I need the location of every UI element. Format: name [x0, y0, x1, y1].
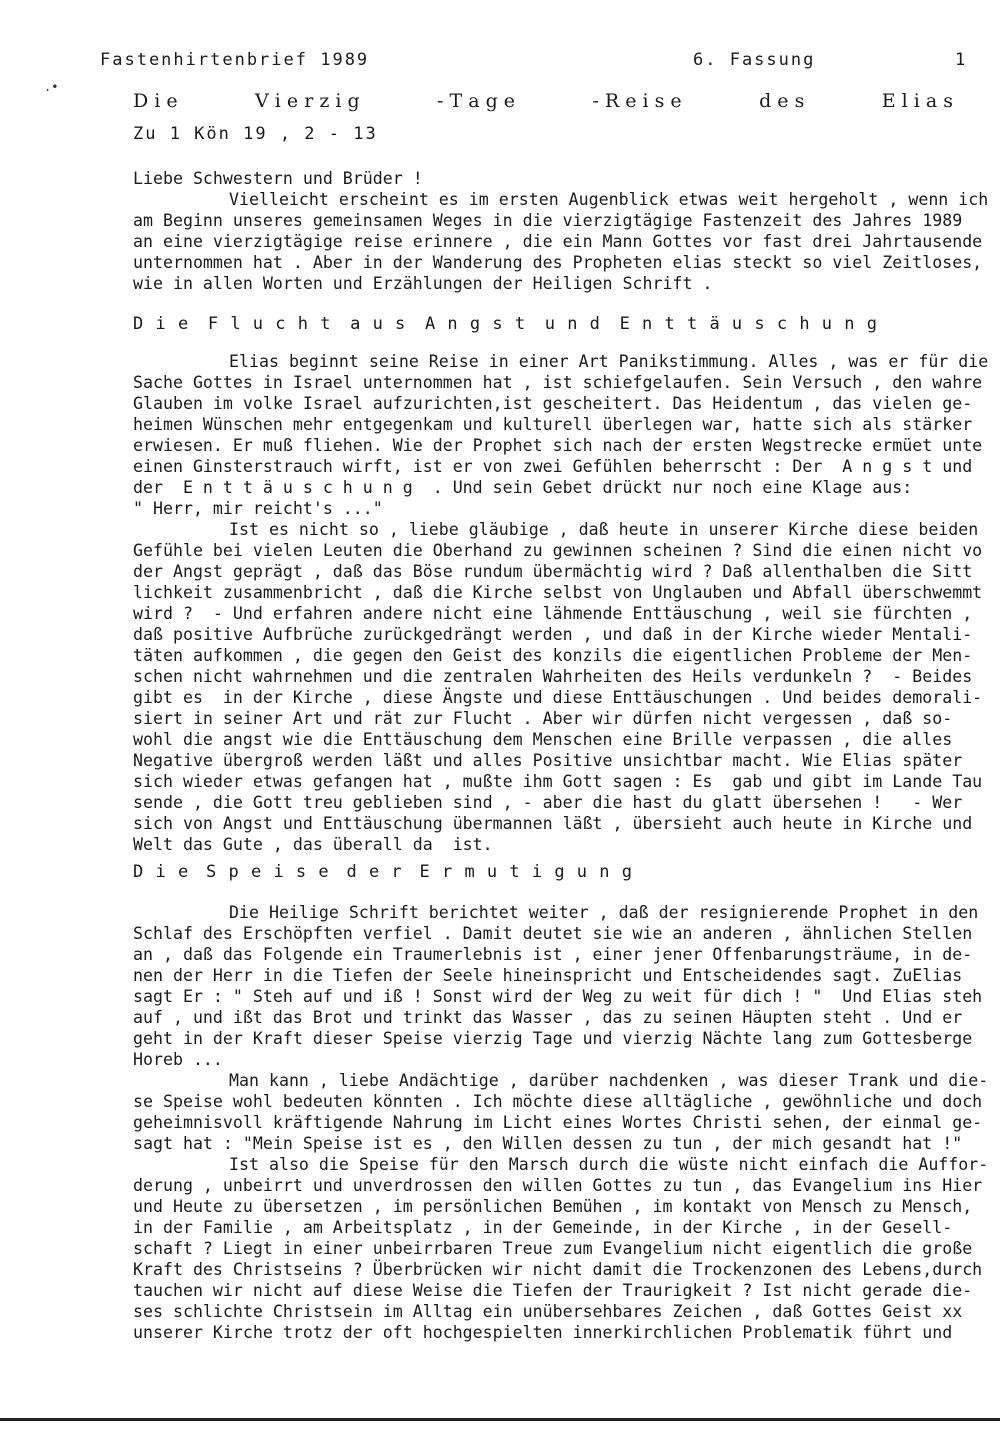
document-title: [133, 90, 953, 112]
heading-word: a u s: [350, 314, 407, 334]
heading-word: E r m u t i g u n g: [419, 862, 633, 882]
heading-word: E n t t ä u s c h u n g: [619, 314, 878, 334]
text-line: schaft ? Liegt in einer unbeirrbaren Treue zum Evangelium nicht eigentlich die große: [133, 1239, 973, 1258]
text-line: derung , unbeirrt und unverdrossen den willen Gottes zu tun , das Evangelium ins Hier: [133, 1176, 983, 1195]
text-line: Ist also die Speise für den Marsch durch die wüste nicht einfach die Auffor-: [229, 1155, 989, 1174]
text-line: Glauben im volke Israel aufzurichten,ist gescheitert. Das Heidentum , das vielen ge-: [133, 394, 973, 413]
heading-word: F l u c h t: [207, 314, 332, 334]
text-line: erwiesen. Er muß fliehen. Wie der Prophet sich nach der ersten Wegstrecke ermüet unte: [133, 436, 983, 455]
text-line: sende , die Gott treu geblieben sind , - aber die hast du glatt übersehen ! - Wer: [133, 793, 963, 812]
text-line: Man kann , liebe Andächtige , darüber nachdenken , was dieser Trank und die-: [229, 1071, 989, 1090]
section2-body: [133, 902, 1000, 1343]
page-number: 1: [955, 50, 968, 70]
text-line: geheimnisvoll kräftigende Nahrung im Licht eines Wortes Christi sehen, der einmal ge-: [133, 1113, 983, 1132]
section-heading-flucht: [133, 314, 878, 334]
text-line: in der Familie , am Arbeitsplatz , in der Gemeinde, in der Kirche , in der Gesell-: [133, 1218, 953, 1237]
text-line: Vielleicht erscheint es im ersten Augenblick etwas weit hergeholt , wenn ich: [229, 190, 989, 209]
corner-marks: .•: [44, 80, 59, 94]
text-line: lichkeit zusammenbricht , daß die Kirche selbst von Unglauben und Abfall überschwemmt: [133, 583, 983, 602]
text-line: unserer Kirche trotz der oft hochgespielten innerkirchlichen Problematik führt und: [133, 1323, 953, 1342]
text-line: an , daß das Folgende ein Traumerlebnis ist , einer jener Offenbarungsträume, in de-: [133, 945, 973, 964]
text-line: sich von Angst und Enttäuschung übermannen läßt , übersieht auch heute in Kirche und: [133, 814, 973, 833]
header-version: 6. Fassung: [693, 50, 816, 70]
text-line: sich wieder etwas gefangen hat , mußte ihm Gott sagen : Es gab und gibt im Lande Tau: [133, 772, 983, 791]
title-word: - T a g e: [437, 90, 516, 112]
text-line: geht in der Kraft dieser Speise vierzig Tage und vierzig Nächte lang zum Gottesberge: [133, 1029, 973, 1048]
text-line: Horeb ...: [133, 1050, 223, 1069]
text-line: tauchen wir nicht auf diese Weise die Tiefen der Traurigkeit ? Ist nicht gerade die-: [133, 1281, 973, 1300]
text-line: Ist es nicht so , liebe gläubige , daß heute in unserer Kirche diese beiden: [229, 520, 979, 539]
text-line: siert in seiner Art und rät zur Flucht . Aber wir dürfen nicht vergessen , daß so-: [133, 709, 953, 728]
text-line: heimen Wünschen mehr entgegenkam und kulturell überlegen war, hatte sich als stärker: [133, 415, 973, 434]
text-line: Negative übergroß werden läßt und alles Positive unsichtbar macht. Wie Elias später: [133, 751, 963, 770]
text-line: ses schlichte Christsein im Alltag ein unübersehbares Zeichen , daß Gottes Geist xx: [133, 1302, 963, 1321]
heading-word: S p e i s e: [206, 862, 330, 882]
text-line: wie in allen Worten und Erzählungen der Heiligen Schrift .: [133, 274, 713, 293]
scan-edge-line: [0, 1418, 1000, 1421]
text-line: Die Heilige Schrift berichtet weiter , daß der resignierende Prophet in den: [229, 903, 979, 922]
text-line: der Angst geprägt , daß das Böse rundum übermächtig wird ? Daß allenthalben die Sitt: [133, 562, 973, 581]
text-line: " Herr, mir reicht's ...": [133, 499, 383, 518]
intro-block: [133, 168, 1000, 294]
text-line: daß positive Aufbrüche zurückgedrängt werden , und daß in der Kirche wieder Mentali-: [133, 625, 973, 644]
text-line: nen der Herr in die Tiefen der Seele hineinspricht und Entscheidendes sagt. ZuElias: [133, 966, 963, 985]
title-word: E l i a s: [881, 90, 953, 112]
text-line: Gefühle bei vielen Leuten die Oberhand zu gewinnen scheinen ? Sind die einen nicht vo: [133, 541, 983, 560]
text-line: Elias beginnt seine Reise in einer Art Panikstimmung. Alles , was er für die: [229, 352, 989, 371]
section1-body: [133, 351, 1000, 855]
text-line: einen Ginsterstrauch wirft, ist er von zwei Gefühlen beherrscht : Der A n g s t und: [133, 457, 973, 476]
text-line: und Heute zu übersetzen , im persönlichen Bemühen , im kontakt von Mensch zu Mensch,: [133, 1197, 973, 1216]
title-word: d e s: [759, 90, 805, 112]
title-word: V i e r z i g: [255, 90, 360, 112]
title-word: - R e i s e: [592, 90, 682, 112]
text-line: auf , und ißt das Brot und trinkt das Wasser , das zu seinen Häupten steht . Und er: [133, 1008, 963, 1027]
text-line: Kraft des Christseins ? Überbrücken wir nicht damit die Trockenzonen des Lebens,durch: [133, 1260, 983, 1279]
text-line: wohl die angst wie die Enttäuschung dem Menschen eine Brille verpassen , die alles: [133, 730, 953, 749]
header-left: Fastenhirtenbrief 1989: [100, 50, 370, 70]
text-line: se Speise wohl bedeuten könnten . Ich möchte diese alltägliche , gewöhnliche und doch: [133, 1092, 983, 1111]
section-heading-speise: [133, 862, 633, 882]
text-line: Sache Gottes in Israel unternommen hat , ist schiefgelaufen. Sein Versuch , den wahre: [133, 373, 983, 392]
text-line: Schlaf des Erschöpften verfiel . Damit deutet sie wie an anderen , ähnlichen Stellen: [133, 924, 973, 943]
heading-word: D i e: [133, 862, 190, 882]
bible-reference: Zu 1 Kön 19 , 2 - 13: [133, 124, 378, 144]
text-line: gibt es in der Kirche , diese Ängste und diese Enttäuschungen . Und beides demorali-: [133, 688, 983, 707]
text-line: täten aufkommen , die gegen den Geist des konzils die eigentlichen Probleme der Men-: [133, 646, 973, 665]
text-line: sagt Er : " Steh auf und iß ! Sonst wird der Weg zu weit für dich ! " Und Elias steh: [133, 987, 983, 1006]
text-line: am Beginn unseres gemeinsamen Weges in die vierzigtägige Fastenzeit des Jahres 1989: [133, 211, 963, 230]
text-line: wird ? - Und erfahren andere nicht eine lähmende Enttäuschung , weil sie fürchten ,: [133, 604, 973, 623]
text-line: sagt hat : "Mein Speise ist es , den Willen dessen zu tun , der mich gesandt hat !": [133, 1134, 963, 1153]
heading-word: d e r: [346, 862, 403, 882]
text-line: unternommen hat . Aber in der Wanderung des Propheten elias steckt so viel Zeitloses,: [133, 253, 983, 272]
text-line: Welt das Gute , das überall da ist.: [133, 835, 493, 854]
text-line: der E n t t ä u s c h u n g . Und sein Gebet drückt nur noch eine Klage aus:: [133, 478, 913, 497]
text-line: an eine vierzigtägige reise erinnere , die ein Mann Gottes vor fast drei Jahrtausende: [133, 232, 983, 251]
text-line: Liebe Schwestern und Brüder !: [133, 169, 423, 188]
heading-word: u n d: [544, 314, 601, 334]
heading-word: A n g s t: [424, 314, 527, 334]
heading-word: D i e: [133, 314, 190, 334]
text-line: schen nicht wahrnehmen und die zentralen Wahrheiten des Heils verdunkeln ? - Beides: [133, 667, 973, 686]
title-word: D i e: [133, 90, 178, 112]
